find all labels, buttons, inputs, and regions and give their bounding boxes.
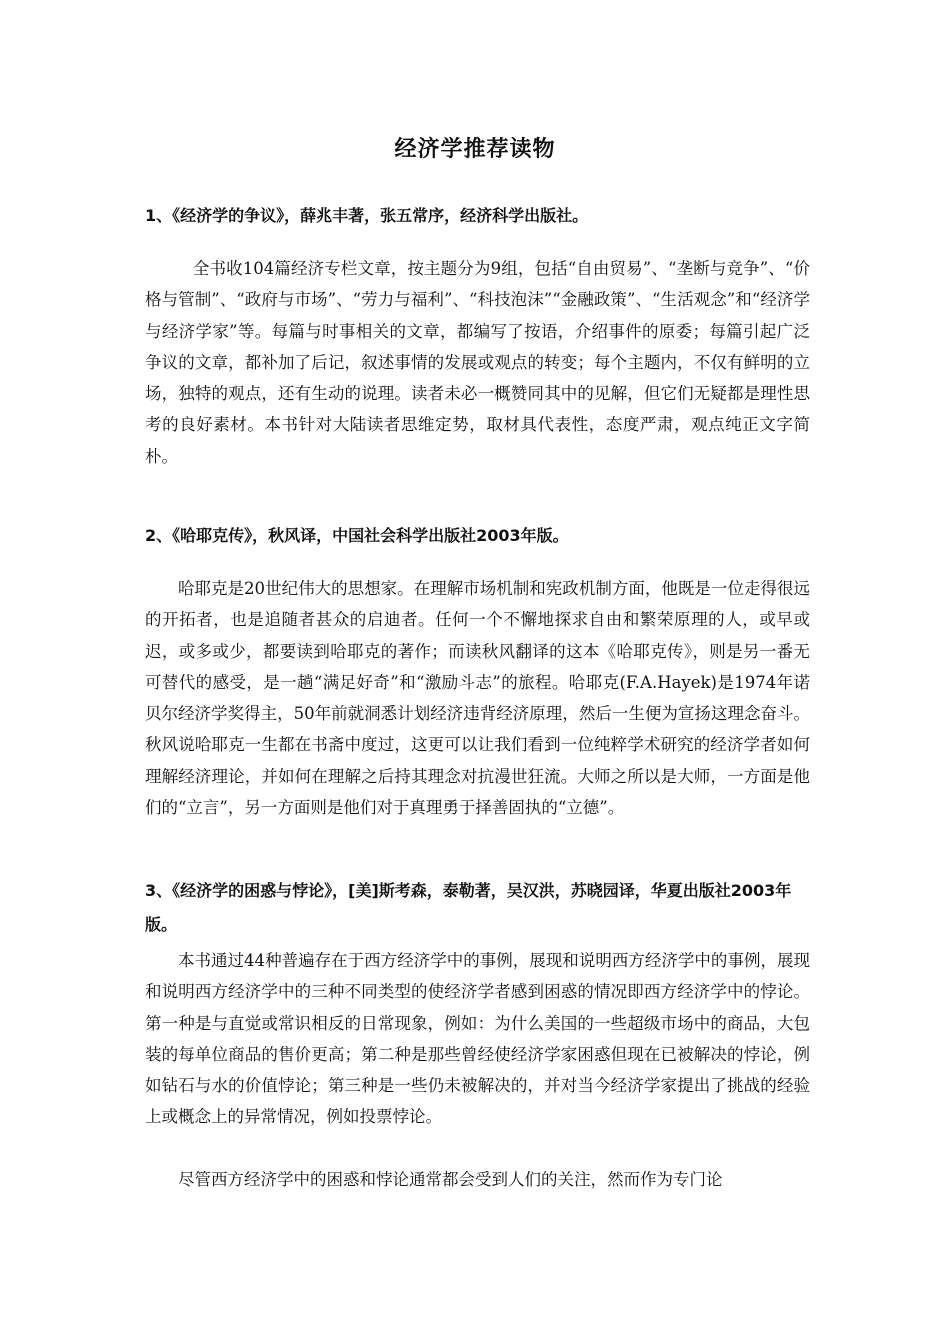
section-1-heading: 1、《经济学的争议》，薛兆丰著，张五常序，经济科学出版社。 <box>145 206 589 225</box>
section-3-paragraph-2: 尽管西方经济学中的困惑和悖论通常都会受到人们的关注，然而作为专门论 <box>178 1170 723 1189</box>
section-2-heading: 2、《哈耶克传》，秋风译，中国社会科学出版社2003年版。 <box>145 526 569 545</box>
section-3-paragraph-1: 本书通过44种普遍存在于西方经济学中的事例，展现和说明西方经济学中的事例，展现和说明西方经济学中的三种不同类型的使经济学者感到困惑的情况即西方经济学中的悖论。第一种是与直觉或常识相反的日常现象，例如：为什么美国的一些超级市场中的商品，大包装的每单位商品的售价更高；第二种是那些曾经使经济学家困惑但现在已被解决的悖论，例如钻石与水的价值悖论；第三种是一些仍未被解决的，并对当今经济学家提出了挑战的经验上或概念上的异常情况，例如投票悖论。 <box>145 951 810 1127</box>
document-title: 经济学推荐读物 <box>394 137 556 162</box>
section-2-paragraph: 哈耶克是20世纪伟大的思想家。在理解市场机制和宪政机制方面，他既是一位走得很远的开拓者，也是追随者甚众的启迪者。任何一个不懈地探求自由和繁荣原理的人，或早或迟，或多或少，都要读到哈耶克的著作；而读秋风翻译的这本《哈耶克传》，则是另一番无可替代的感受，是一趟“满足好奇”和“激励斗志”的旅程。哈耶克(F.A.Hayek)是1974年诺贝尔经济学奖得主，50年前就洞悉计划经济违背经济原理，然后一生便为宣扬这理念奋斗。秋风说哈耶克一生都在书斋中度过，这更可以让我们看到一位纯粹学术研究的经济学者如何理解经济理论，并如何在理解之后持其理念对抗漫世狂流。大师之所以是大师，一方面是他们的“立言”，另一方面则是他们对于真理勇于择善固执的“立德”。 <box>145 579 810 818</box>
section-1-paragraph: 全书收104篇经济专栏文章，按主题分为9组，包括“自由贸易”、“垄断与竞争”、“价格与管制”、“政府与市场”、“劳力与福利”、“科技泡沫”“金融政策”、“生活观念”和“经济学与经济学家”等。每篇与时事相关的文章，都编写了按语，介绍事件的原委；每篇引起广泛争议的文章，都补加了后记，叙述事情的发展或观点的转变；每个主题内，不仅有鲜明的立场，独特的观点，还有生动的说理。读者未必一概赞同其中的见解，但它们无疑都是理性思考的良好素材。本书针对大陆读者思维定势，取材具代表性，态度严肃，观点纯正文字简朴。 <box>145 259 810 466</box>
section-3-heading: 3、《经济学的困惑与悖论》，[美]斯考森，泰勒著，吴汉洪，苏晓园译，华夏出版社2003年版。 <box>145 881 792 934</box>
